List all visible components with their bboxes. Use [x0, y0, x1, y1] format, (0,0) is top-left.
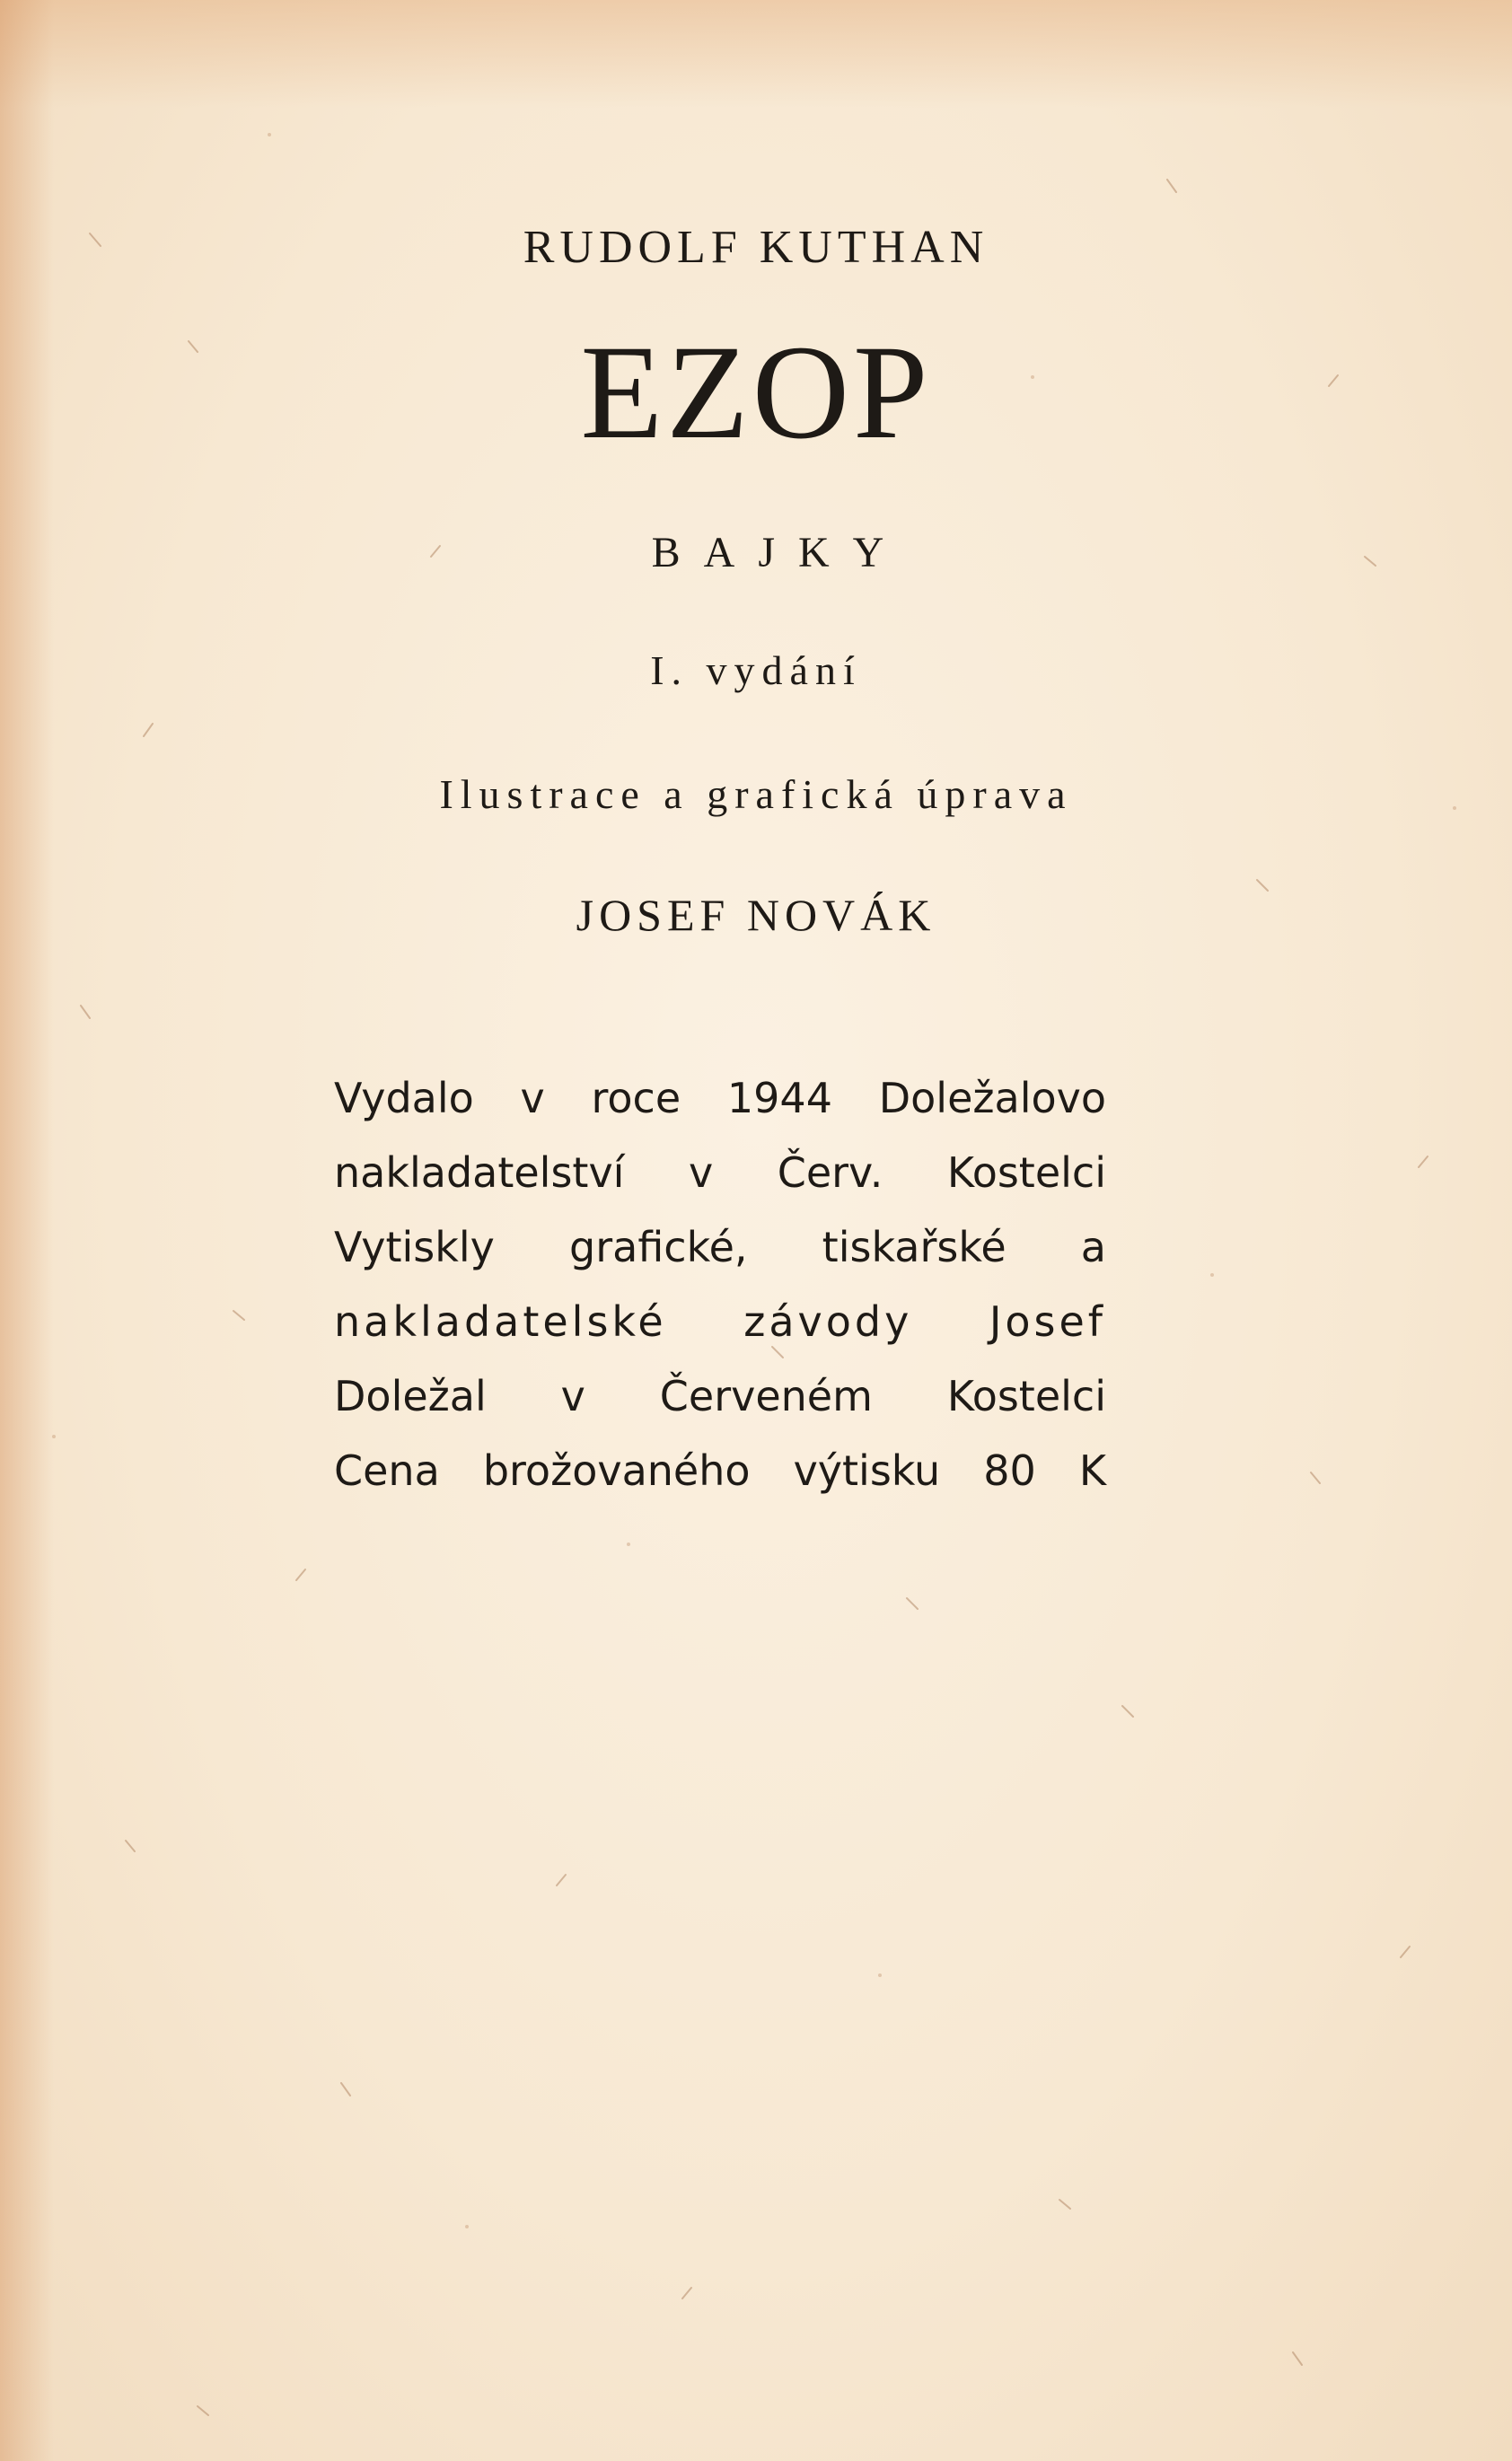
edition-label: I. vydání: [650, 647, 862, 693]
book-title: EZOP: [580, 318, 932, 467]
imprint-line: Doležal v Červeném Kostelci: [334, 1372, 1106, 1420]
illustration-credit: Ilustrace a grafická úprava: [439, 771, 1073, 817]
imprint-block: [334, 1061, 1106, 1508]
imprint-line: nakladatelství v Červ. Kostelci: [334, 1148, 1106, 1197]
imprint-line: Vydalo v roce 1944 Doležalovo: [334, 1074, 1106, 1122]
imprint-line: Cena brožovaného výtisku 80 K: [334, 1446, 1106, 1495]
imprint-line: nakladatelské závody Josef: [334, 1297, 1106, 1346]
author-name: RUDOLF KUTHAN: [523, 222, 989, 273]
imprint-line: Vytiskly grafické, tiskařské a: [334, 1223, 1106, 1271]
illustrator-name: JOSEF NOVÁK: [576, 890, 936, 940]
book-subtitle: BAJKY: [651, 529, 908, 576]
